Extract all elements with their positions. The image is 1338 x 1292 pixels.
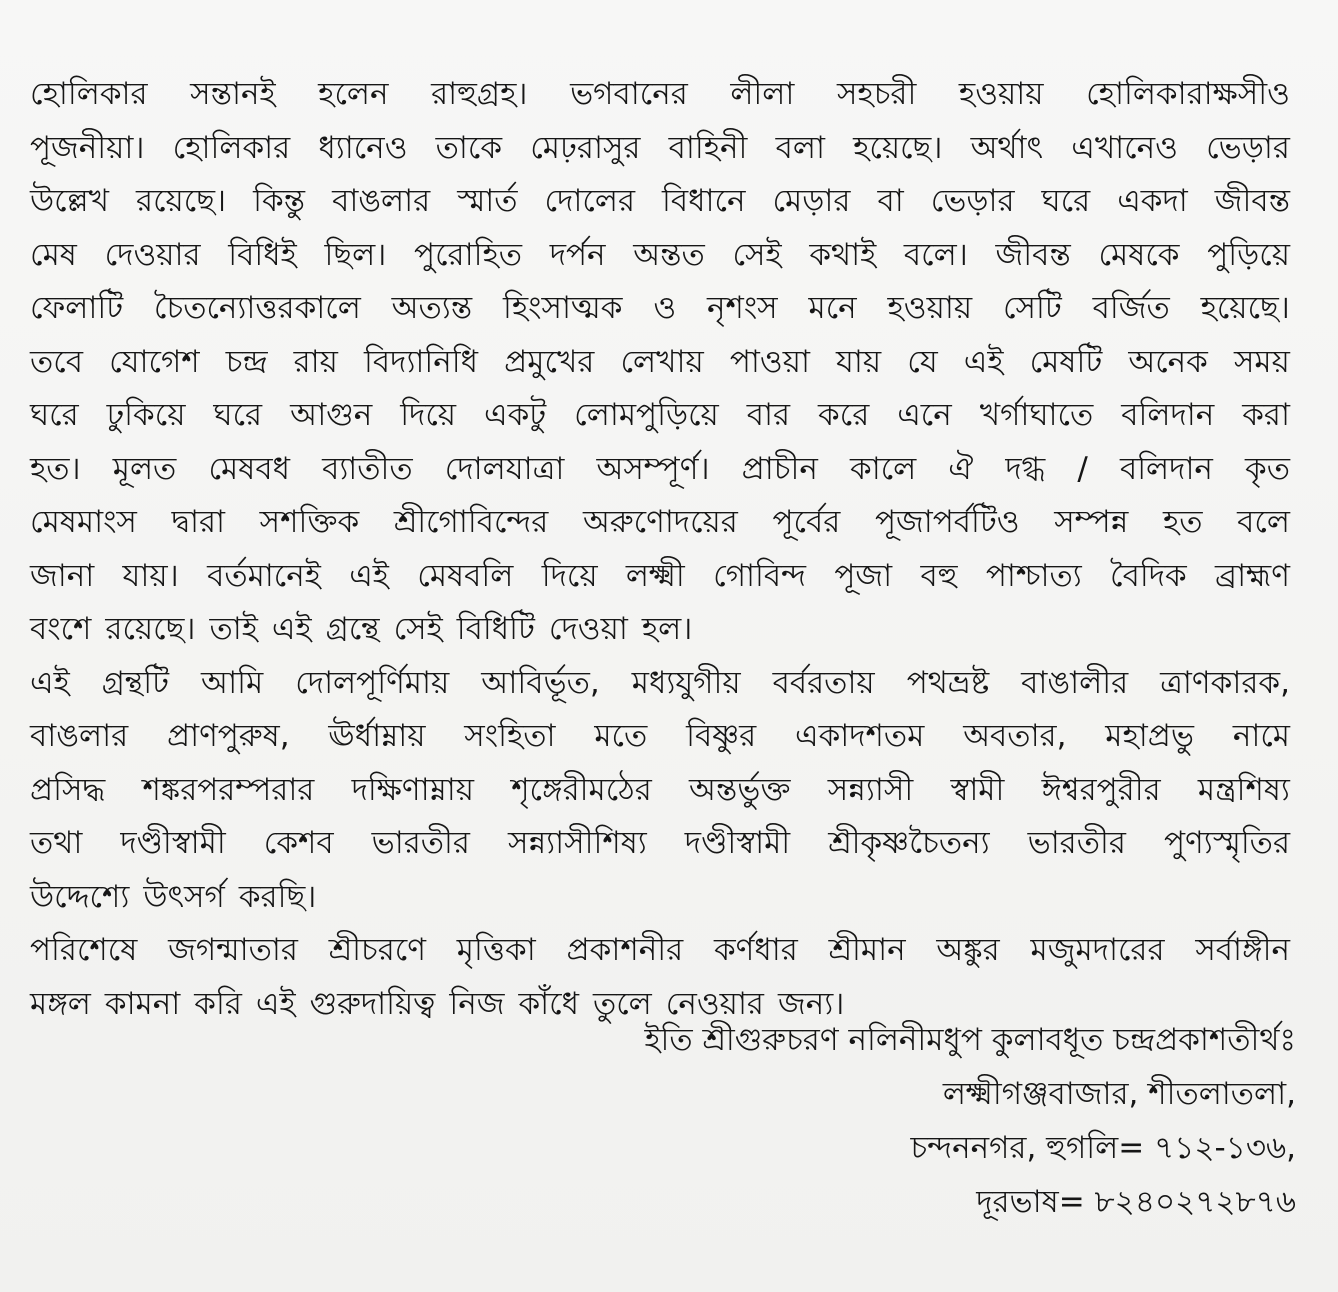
signature-line: ইতি শ্রীগুরুচরণ নলিনীমধুপ কুলাবধূত চন্দ্রপ্রকাশতীর্থঃ	[644, 1022, 1296, 1058]
word: প্রকাশনীর	[566, 932, 684, 968]
word: দোলপূর্ণিমায়	[295, 664, 450, 701]
word: করছি।	[238, 878, 317, 915]
text-line	[30, 550, 1290, 604]
word: স্মার্ত	[457, 183, 518, 219]
word: মধ্যযুগীয়	[631, 664, 741, 701]
word: সন্ন্যাসীশিষ্য	[507, 825, 647, 861]
text-line	[30, 603, 1290, 657]
word: দিয়ে	[541, 557, 598, 594]
word: উৎসর্গ	[143, 878, 225, 915]
word: দণ্ডীস্বামী	[684, 825, 791, 861]
word: কিন্তু	[253, 183, 306, 219]
text-line	[30, 175, 1290, 229]
word: ধ্যানেও	[318, 129, 408, 166]
word: হত।	[30, 450, 81, 487]
word: জন্য।	[777, 985, 845, 1022]
word: পাশ্চাত্য	[985, 557, 1082, 594]
word: বাঙলার	[30, 718, 129, 754]
word: সন্তানই	[190, 76, 276, 112]
word: নামে	[1232, 718, 1290, 754]
word: সশক্তিক	[259, 504, 360, 540]
word: মেষ	[30, 236, 77, 273]
word: ঊর্ধাম্নায়	[328, 718, 426, 754]
word: মেষবধ	[208, 450, 290, 487]
word: নৃশংস	[706, 290, 778, 326]
word: বর্বরতায়	[772, 664, 875, 701]
word: যে	[907, 343, 938, 380]
word: লীলা	[730, 76, 795, 112]
word: দোলযাত্রা	[444, 450, 565, 487]
word: শঙ্করপরম্পরার	[142, 771, 315, 808]
word: সেটি	[1002, 290, 1062, 326]
text-line	[30, 282, 1290, 336]
word: রয়েছে।	[105, 611, 196, 647]
word: বিদ্যানিধি	[364, 343, 479, 380]
word: সম্পন্ন	[1054, 504, 1129, 540]
word: ত্রাণকারক,	[1160, 664, 1290, 701]
text-line	[30, 443, 1290, 497]
word: ব্যাতীত	[322, 450, 413, 487]
word: পুড়িয়ে	[1207, 236, 1290, 273]
word: ব্রাহ্মণ	[1215, 557, 1290, 594]
word: কথাই	[809, 236, 877, 273]
word: বিধিই	[228, 236, 297, 273]
word: সহচরী	[836, 76, 917, 112]
word: শ্রীমান	[828, 932, 906, 968]
word: প্রাণপুরুষ,	[166, 718, 290, 754]
word: এই	[255, 985, 296, 1022]
word: ঘরে	[213, 397, 263, 433]
word: মনে	[808, 290, 857, 326]
word: ও	[653, 290, 677, 326]
word: তুলে	[592, 985, 652, 1022]
word: জীবন্ত	[995, 236, 1071, 273]
word: মন্ত্রশিষ্য	[1197, 771, 1290, 808]
word: অবতার,	[963, 718, 1067, 754]
word: বিধিটি	[456, 611, 535, 647]
word: হল।	[641, 611, 693, 647]
word: শৃঙ্গেরীমঠের	[511, 771, 652, 808]
signature-block	[476, 1013, 1296, 1229]
word: প্রসিদ্ধ	[30, 771, 106, 808]
word: শ্রীগোবিন্দের	[393, 504, 549, 540]
word: বলিদান	[1119, 450, 1213, 487]
word: বলে	[1237, 504, 1290, 540]
word: যায়	[836, 343, 882, 380]
word: দ্বারা	[171, 504, 226, 540]
word: নিজ	[449, 985, 505, 1022]
word: আমি	[200, 664, 264, 701]
word: একাদশতম	[795, 718, 925, 754]
word: দেওয়া	[548, 611, 628, 647]
word: শ্রীচরণে	[328, 932, 426, 968]
word: অসম্পূর্ণ।	[596, 450, 710, 487]
word: মজুমদারের	[1030, 932, 1165, 968]
word: রয়েছে।	[136, 183, 227, 219]
text-line	[30, 871, 1290, 925]
word: মেষকে	[1098, 236, 1180, 273]
word: ভারতীর	[1027, 825, 1126, 861]
word: যায়।	[122, 557, 179, 594]
word: খর্গাঘাতে	[979, 397, 1094, 433]
signature-line: দূরভাষ= ৮২৪০২৭২৮৭৬	[976, 1184, 1296, 1220]
word: অর্থাৎ	[970, 129, 1044, 166]
word: আগুন	[290, 397, 373, 433]
word: প্রাচীন	[741, 450, 818, 487]
word: অন্তর্ভুক্ত	[689, 771, 791, 808]
word: হওয়ায়	[958, 76, 1044, 112]
word: বর্তমানেই	[207, 557, 321, 594]
word: এই	[963, 343, 1004, 380]
word: সন্ন্যাসী	[827, 771, 914, 808]
word: ঈশ্বরপুরীর	[1041, 771, 1161, 808]
word: অত্যন্ত	[391, 290, 473, 326]
word: একদা	[1117, 183, 1188, 219]
word: কর্ণধার	[713, 932, 798, 968]
word: অরুণোদয়ের	[582, 504, 738, 540]
word: এই	[271, 611, 312, 647]
word: মহাপ্রভু	[1105, 718, 1195, 754]
word: উল্লেখ	[30, 183, 110, 219]
word: আবির্ভূত,	[481, 664, 600, 701]
word: হত	[1162, 504, 1203, 540]
word: মেষমাংস	[30, 504, 137, 540]
word: বহু	[920, 557, 958, 594]
word: পথভ্রষ্ট	[906, 664, 990, 701]
word: ঘরে	[30, 397, 79, 433]
word: বাহিনী	[668, 129, 748, 166]
word: দেওয়ার	[104, 236, 201, 273]
word: পূজাপর্বটিও	[874, 504, 1020, 540]
word: তবে	[30, 343, 83, 380]
word: বর্জিত	[1092, 290, 1170, 326]
word: মতে	[594, 718, 648, 754]
word: এই	[349, 557, 389, 594]
word: রায়	[293, 343, 338, 380]
word: জগন্মাতার	[168, 932, 298, 968]
word: সেই	[393, 611, 443, 647]
word: ভগবানের	[570, 76, 688, 112]
word: বংশে	[30, 611, 92, 647]
word: মৃত্তিকা	[456, 932, 536, 968]
signature-line: লক্ষ্মীগঞ্জবাজার, শীতলাতলা,	[942, 1076, 1296, 1112]
word: বা	[877, 183, 904, 219]
word: কেশব	[263, 825, 334, 861]
word: বৈদিক	[1110, 557, 1187, 594]
text-line	[30, 710, 1290, 764]
word: কাঁধে	[518, 985, 579, 1022]
word: চন্দ্র	[225, 343, 268, 380]
word: লোমপুড়িয়ে	[574, 397, 719, 433]
word: হিংসাত্মক	[502, 290, 623, 326]
word: বাঙলার	[332, 183, 431, 219]
word: তাকে	[435, 129, 503, 166]
text-line	[30, 389, 1290, 443]
word: মেঢ়রাসুর	[530, 129, 641, 166]
word: পুণ্যস্মৃতির	[1163, 825, 1290, 861]
word: গোবিন্দ	[713, 557, 807, 594]
word: ফেলাটি	[30, 290, 124, 326]
word: সময়	[1233, 343, 1290, 380]
word: ছিল।	[324, 236, 387, 273]
word: পূজা	[834, 557, 893, 594]
word: বিষ্ণুর	[686, 718, 757, 754]
word: পাওয়া	[729, 343, 810, 380]
word: মূলত	[112, 450, 177, 487]
word: পুরোহিত	[414, 236, 522, 273]
word: মঙ্গল	[30, 985, 91, 1022]
word: গ্রন্থে	[325, 611, 380, 647]
word: হোলিকার	[172, 129, 291, 166]
word: করি	[194, 985, 242, 1022]
word: বলিদান	[1121, 397, 1215, 433]
word: ঐ	[948, 450, 974, 487]
word: বিধানে	[662, 183, 746, 219]
word: সংহিতা	[464, 718, 556, 754]
word: অনেক	[1128, 343, 1208, 380]
signature-line: চন্দননগর, হুগলি= ৭১২-১৩৬,	[910, 1130, 1296, 1166]
word: এখানেও	[1071, 129, 1178, 166]
word: কামনা	[104, 985, 181, 1022]
body-text	[30, 68, 1290, 1031]
word: উদ্দেশ্যে	[30, 878, 130, 915]
word: গ্রন্থটি	[101, 664, 169, 701]
word: সর্বাঙ্গীন	[1195, 932, 1290, 968]
word: নেওয়ার	[665, 985, 764, 1022]
word: হলেন	[318, 76, 389, 112]
word: ভারতীর	[371, 825, 470, 861]
word: হোলিকার	[30, 76, 148, 112]
word: দর্পন	[549, 236, 606, 273]
word: অন্তত	[633, 236, 705, 273]
text-line	[30, 68, 1290, 122]
word: এনে	[897, 397, 952, 433]
word: যোগেশ	[109, 343, 200, 380]
word: দোলের	[544, 183, 636, 219]
word: /	[1077, 450, 1088, 487]
word: পরিশেষে	[30, 932, 138, 968]
text-line	[30, 764, 1290, 818]
word: এই	[30, 664, 70, 701]
word: হয়েছে।	[1200, 290, 1290, 326]
word: লেখায়	[620, 343, 704, 380]
word: জীবন্ত	[1214, 183, 1290, 219]
text-line	[30, 657, 1290, 711]
word: চৈতন্যোত্তরকালে	[153, 290, 361, 326]
word: হয়েছে।	[853, 129, 943, 166]
word: দণ্ডীস্বামী	[120, 825, 226, 861]
word: পূজনীয়া।	[30, 129, 145, 166]
word: কালে	[850, 450, 917, 487]
text-line	[30, 229, 1290, 283]
text-line	[30, 336, 1290, 390]
word: করা	[1242, 397, 1290, 433]
word: বাঙালীর	[1021, 664, 1129, 701]
text-line	[30, 496, 1290, 550]
word: গুরুদায়িত্ব	[309, 985, 436, 1022]
word: রাহুগ্রহ।	[431, 76, 528, 112]
word: প্রমুখের	[504, 343, 595, 380]
word: হওয়ায়	[887, 290, 973, 326]
word: দগ্ধ	[1005, 450, 1046, 487]
text-line	[30, 924, 1290, 978]
word: কৃত	[1245, 450, 1290, 487]
word: অঙ্কুর	[936, 932, 1000, 968]
word: লক্ষ্মী	[625, 557, 685, 594]
word: একটু	[484, 397, 547, 433]
text-line	[30, 122, 1290, 176]
word: করে	[818, 397, 870, 433]
word: মেড়ার	[772, 183, 851, 219]
word: সেই	[732, 236, 782, 273]
word: স্বামী	[950, 771, 1005, 808]
word: ঢুকিয়ে	[106, 397, 186, 433]
word: তাই	[209, 611, 258, 647]
word: ভেড়ার	[1206, 129, 1290, 166]
word: দক্ষিণাম্নায়	[351, 771, 474, 808]
word: ঘরে	[1041, 183, 1091, 219]
word: শ্রীকৃষ্ণচৈতন্য	[828, 825, 990, 861]
word: মেষবলি	[417, 557, 514, 594]
text-line	[30, 817, 1290, 871]
word: জানা	[30, 557, 95, 594]
word: দিয়ে	[400, 397, 457, 433]
word: মেষটি	[1029, 343, 1103, 380]
word: বার	[746, 397, 791, 433]
word: বলে।	[903, 236, 968, 273]
word: পূর্বের	[772, 504, 841, 540]
word: তথা	[30, 825, 83, 861]
word: হোলিকারাক্ষসীও	[1086, 76, 1290, 112]
word: বলা	[775, 129, 825, 166]
word: ভেড়ার	[930, 183, 1015, 219]
